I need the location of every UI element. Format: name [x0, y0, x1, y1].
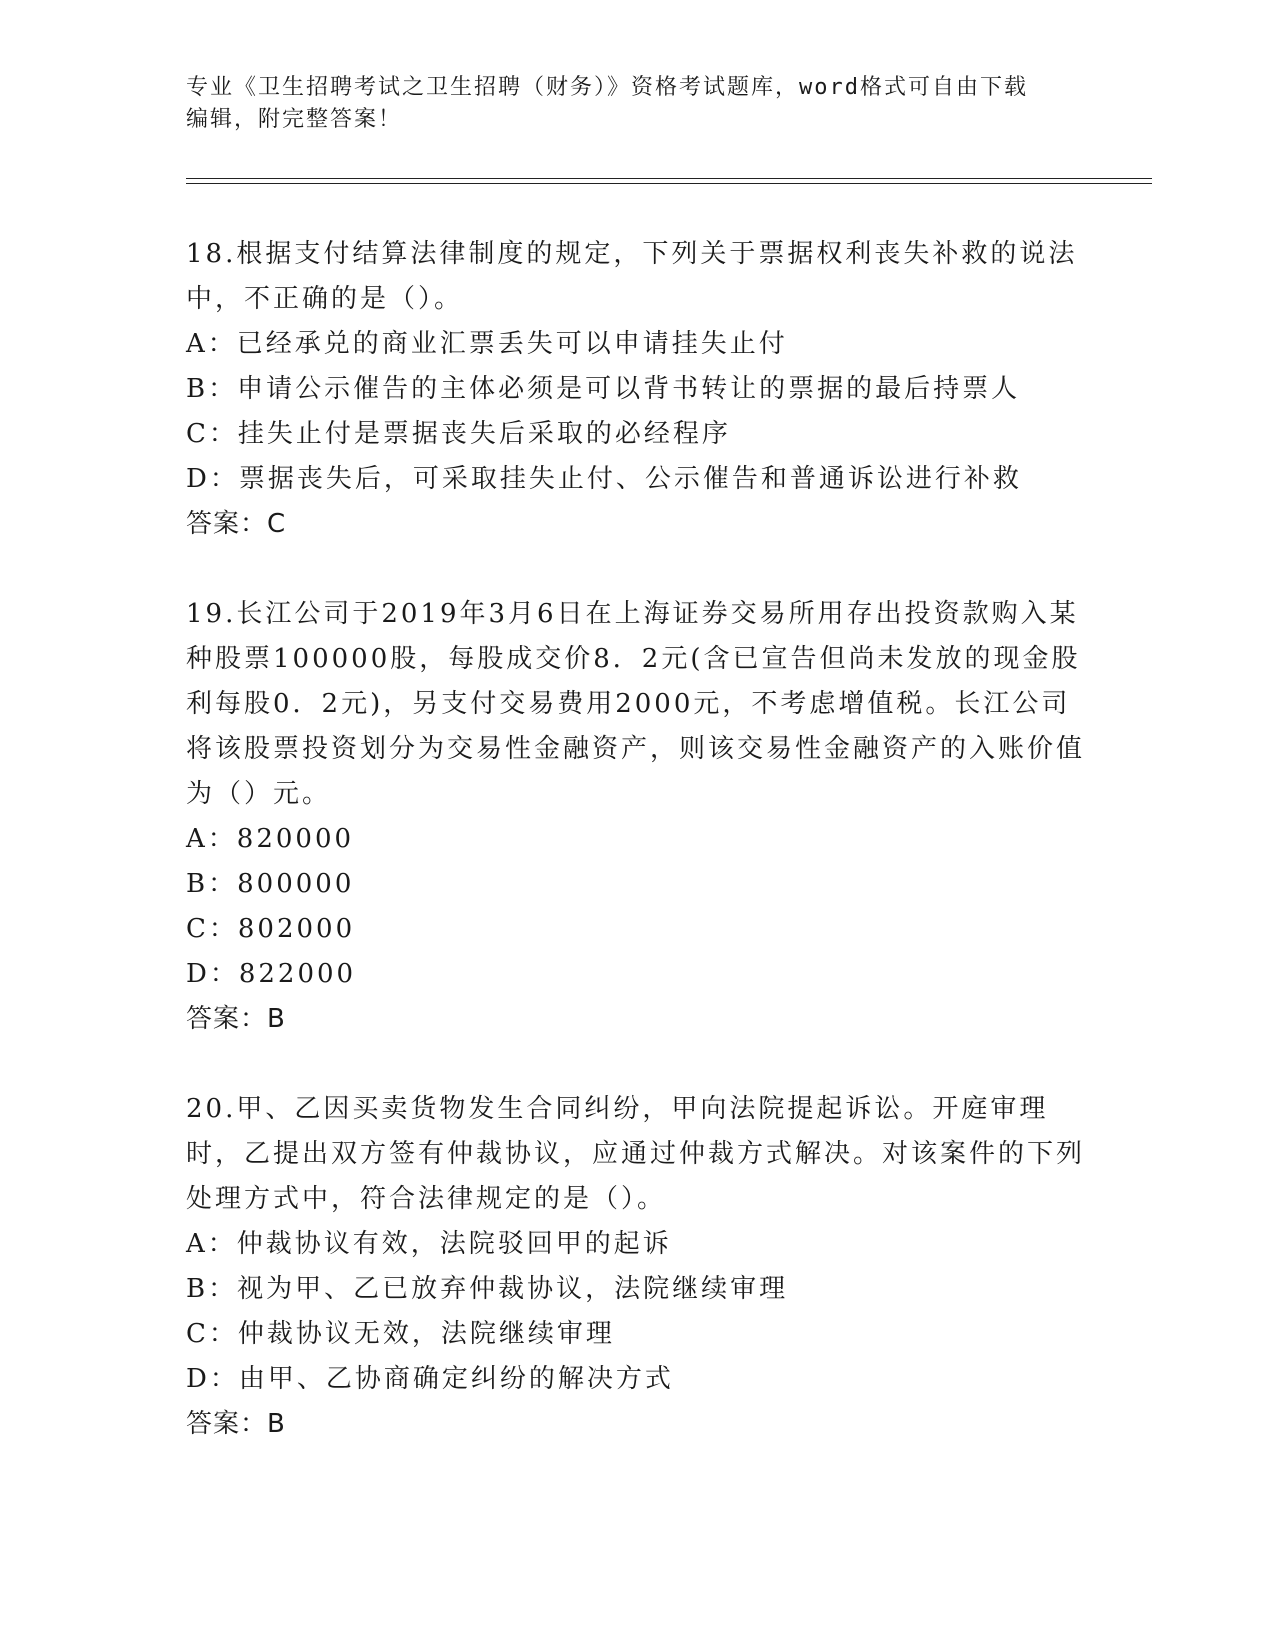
- option-c: C：802000: [186, 914, 356, 944]
- option-d: D：票据丧失后，可采取挂失止付、公示催告和普通诉讼进行补救: [186, 464, 1022, 494]
- option-c: C：仲裁协议无效，法院继续审理: [186, 1319, 615, 1349]
- option-b: B：800000: [186, 869, 355, 899]
- header-divider-top: [186, 178, 1152, 179]
- question-text: 18.根据支付结算法律制度的规定，下列关于票据权利丧失补救的说法中，不正确的是（）。: [186, 239, 1078, 314]
- option-d: D：由甲、乙协商确定纠纷的解决方式: [186, 1364, 674, 1394]
- option-b: B：申请公示催告的主体必须是可以背书转让的票据的最后持票人: [186, 374, 1021, 404]
- header-line-2: 编辑，附完整答案！: [186, 107, 403, 132]
- answer-line: 答案：B: [186, 1409, 286, 1439]
- header-line-1: 专业《卫生招聘考试之卫生招聘（财务）》资格考试题库，word格式可自由下载: [186, 75, 1028, 100]
- answer-line: 答案：C: [186, 509, 287, 539]
- question-list: [186, 232, 1086, 1492]
- option-d: D：822000: [186, 959, 357, 989]
- question-19: [186, 592, 1086, 1042]
- header-divider-bottom: [186, 183, 1152, 184]
- option-a: A：仲裁协议有效，法院驳回甲的起诉: [186, 1229, 672, 1259]
- option-b: B：视为甲、乙已放弃仲裁协议，法院继续审理: [186, 1274, 789, 1304]
- option-a: A：820000: [186, 824, 355, 854]
- document-header: [186, 72, 1086, 136]
- question-18: [186, 232, 1086, 547]
- question-20: [186, 1087, 1086, 1447]
- answer-line: 答案：B: [186, 1004, 286, 1034]
- option-a: A：已经承兑的商业汇票丢失可以申请挂失止付: [186, 329, 788, 359]
- question-text: 20.甲、乙因买卖货物发生合同纠纷，甲向法院提起诉讼。开庭审理时，乙提出双方签有仲裁协议，应通过仲裁方式解决。对该案件的下列处理方式中，符合法律规定的是（）。: [186, 1094, 1086, 1214]
- question-text: 19.长江公司于2019年3月6日在上海证券交易所用存出投资款购入某种股票100000股，每股成交价8．2元(含已宣告但尚未发放的现金股利每股0．2元)，另支付交易费用2000元，不考虑增值税。长江公司将该股票投资划分为交易性金融资产，则该交易性金融资产的入账价值为（）元。: [186, 599, 1086, 809]
- option-c: C：挂失止付是票据丧失后采取的必经程序: [186, 419, 731, 449]
